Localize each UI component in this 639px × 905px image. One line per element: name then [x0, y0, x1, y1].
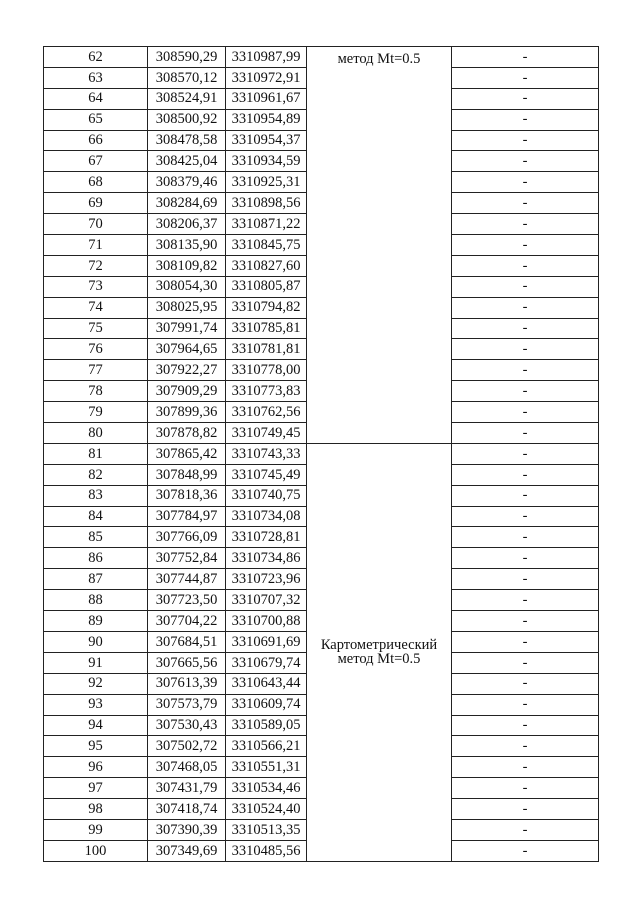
- x-coordinate-cell: 307848,99: [148, 464, 226, 485]
- method-text-line: метод Mt=0.5: [337, 651, 421, 668]
- point-number-cell: 99: [44, 819, 148, 840]
- point-number-cell: 63: [44, 67, 148, 88]
- point-number-cell: 74: [44, 297, 148, 318]
- point-number-cell: 97: [44, 778, 148, 799]
- coordinates-table: [43, 46, 599, 862]
- y-coordinate-cell: 3310794,82: [226, 297, 307, 318]
- y-coordinate-cell: 3310898,56: [226, 193, 307, 214]
- point-number-cell: 64: [44, 88, 148, 109]
- dash-cell: -: [452, 276, 599, 297]
- dash-cell: -: [452, 88, 599, 109]
- dash-cell: -: [452, 757, 599, 778]
- x-coordinate-cell: 307418,74: [148, 799, 226, 820]
- x-coordinate-cell: 308524,91: [148, 88, 226, 109]
- y-coordinate-cell: 3310871,22: [226, 214, 307, 235]
- method-text-line: Картометрический: [320, 636, 438, 653]
- dash-cell: -: [452, 381, 599, 402]
- x-coordinate-cell: 307865,42: [148, 443, 226, 464]
- x-coordinate-cell: 307752,84: [148, 548, 226, 569]
- x-coordinate-cell: 307665,56: [148, 652, 226, 673]
- point-number-cell: 67: [44, 151, 148, 172]
- x-coordinate-cell: 307922,27: [148, 360, 226, 381]
- point-number-cell: 68: [44, 172, 148, 193]
- point-number-cell: 70: [44, 214, 148, 235]
- y-coordinate-cell: 3310691,69: [226, 631, 307, 652]
- y-coordinate-cell: 3310513,35: [226, 819, 307, 840]
- x-coordinate-cell: 307704,22: [148, 611, 226, 632]
- y-coordinate-cell: 3310805,87: [226, 276, 307, 297]
- point-number-cell: 82: [44, 464, 148, 485]
- y-coordinate-cell: 3310773,83: [226, 381, 307, 402]
- x-coordinate-cell: 307431,79: [148, 778, 226, 799]
- x-coordinate-cell: 307899,36: [148, 402, 226, 423]
- dash-cell: -: [452, 297, 599, 318]
- y-coordinate-cell: 3310589,05: [226, 715, 307, 736]
- x-coordinate-cell: 307744,87: [148, 569, 226, 590]
- x-coordinate-cell: 307766,09: [148, 527, 226, 548]
- x-coordinate-cell: 307613,39: [148, 673, 226, 694]
- dash-cell: -: [452, 235, 599, 256]
- dash-cell: -: [452, 527, 599, 548]
- dash-cell: -: [452, 694, 599, 715]
- dash-cell: -: [452, 778, 599, 799]
- point-number-cell: 78: [44, 381, 148, 402]
- y-coordinate-cell: 3310723,96: [226, 569, 307, 590]
- y-coordinate-cell: 3310745,49: [226, 464, 307, 485]
- dash-cell: -: [452, 130, 599, 151]
- x-coordinate-cell: 307723,50: [148, 590, 226, 611]
- y-coordinate-cell: 3310551,31: [226, 757, 307, 778]
- x-coordinate-cell: 308135,90: [148, 235, 226, 256]
- x-coordinate-cell: 308054,30: [148, 276, 226, 297]
- point-number-cell: 83: [44, 485, 148, 506]
- x-coordinate-cell: 307909,29: [148, 381, 226, 402]
- x-coordinate-cell: 307468,05: [148, 757, 226, 778]
- point-number-cell: 66: [44, 130, 148, 151]
- y-coordinate-cell: 3310954,89: [226, 109, 307, 130]
- point-number-cell: 69: [44, 193, 148, 214]
- dash-cell: -: [452, 402, 599, 423]
- point-number-cell: 75: [44, 318, 148, 339]
- y-coordinate-cell: 3310827,60: [226, 255, 307, 276]
- point-number-cell: 88: [44, 590, 148, 611]
- point-number-cell: 80: [44, 423, 148, 444]
- method-text-line: метод Mt=0.5: [337, 51, 421, 67]
- point-number-cell: 100: [44, 840, 148, 861]
- dash-cell: -: [452, 360, 599, 381]
- x-coordinate-cell: 308284,69: [148, 193, 226, 214]
- x-coordinate-cell: 308379,46: [148, 172, 226, 193]
- point-number-cell: 94: [44, 715, 148, 736]
- point-number-cell: 71: [44, 235, 148, 256]
- y-coordinate-cell: 3310740,75: [226, 485, 307, 506]
- point-number-cell: 85: [44, 527, 148, 548]
- dash-cell: -: [452, 214, 599, 235]
- method-cell: [307, 47, 452, 444]
- y-coordinate-cell: 3310728,81: [226, 527, 307, 548]
- x-coordinate-cell: 307349,69: [148, 840, 226, 861]
- y-coordinate-cell: 3310734,86: [226, 548, 307, 569]
- y-coordinate-cell: 3310954,37: [226, 130, 307, 151]
- y-coordinate-cell: 3310762,56: [226, 402, 307, 423]
- x-coordinate-cell: 308570,12: [148, 67, 226, 88]
- x-coordinate-cell: 307573,79: [148, 694, 226, 715]
- point-number-cell: 62: [44, 47, 148, 68]
- dash-cell: -: [452, 673, 599, 694]
- y-coordinate-cell: 3310679,74: [226, 652, 307, 673]
- x-coordinate-cell: 308500,92: [148, 109, 226, 130]
- y-coordinate-cell: 3310534,46: [226, 778, 307, 799]
- x-coordinate-cell: 308590,29: [148, 47, 226, 68]
- x-coordinate-cell: 307502,72: [148, 736, 226, 757]
- x-coordinate-cell: 308478,58: [148, 130, 226, 151]
- x-coordinate-cell: 307818,36: [148, 485, 226, 506]
- y-coordinate-cell: 3310845,75: [226, 235, 307, 256]
- y-coordinate-cell: 3310961,67: [226, 88, 307, 109]
- point-number-cell: 77: [44, 360, 148, 381]
- dash-cell: -: [452, 736, 599, 757]
- x-coordinate-cell: 308109,82: [148, 255, 226, 276]
- dash-cell: -: [452, 799, 599, 820]
- y-coordinate-cell: 3310743,33: [226, 443, 307, 464]
- x-coordinate-cell: 307991,74: [148, 318, 226, 339]
- y-coordinate-cell: 3310749,45: [226, 423, 307, 444]
- dash-cell: -: [452, 506, 599, 527]
- y-coordinate-cell: 3310643,44: [226, 673, 307, 694]
- point-number-cell: 86: [44, 548, 148, 569]
- dash-cell: -: [452, 819, 599, 840]
- dash-cell: -: [452, 193, 599, 214]
- point-number-cell: 79: [44, 402, 148, 423]
- x-coordinate-cell: 307784,97: [148, 506, 226, 527]
- y-coordinate-cell: 3310778,00: [226, 360, 307, 381]
- dash-cell: -: [452, 255, 599, 276]
- dash-cell: -: [452, 339, 599, 360]
- dash-cell: -: [452, 611, 599, 632]
- coordinates-table-body: [44, 47, 599, 862]
- dash-cell: -: [452, 548, 599, 569]
- y-coordinate-cell: 3310934,59: [226, 151, 307, 172]
- y-coordinate-cell: 3310972,91: [226, 67, 307, 88]
- point-number-cell: 95: [44, 736, 148, 757]
- table-row: [44, 47, 599, 68]
- x-coordinate-cell: 308206,37: [148, 214, 226, 235]
- dash-cell: -: [452, 443, 599, 464]
- point-number-cell: 90: [44, 631, 148, 652]
- y-coordinate-cell: 3310485,56: [226, 840, 307, 861]
- y-coordinate-cell: 3310987,99: [226, 47, 307, 68]
- dash-cell: -: [452, 172, 599, 193]
- x-coordinate-cell: 307878,82: [148, 423, 226, 444]
- point-number-cell: 93: [44, 694, 148, 715]
- point-number-cell: 96: [44, 757, 148, 778]
- dash-cell: -: [452, 318, 599, 339]
- y-coordinate-cell: 3310707,32: [226, 590, 307, 611]
- x-coordinate-cell: 308425,04: [148, 151, 226, 172]
- y-coordinate-cell: 3310785,81: [226, 318, 307, 339]
- x-coordinate-cell: 307530,43: [148, 715, 226, 736]
- point-number-cell: 89: [44, 611, 148, 632]
- point-number-cell: 72: [44, 255, 148, 276]
- dash-cell: -: [452, 652, 599, 673]
- x-coordinate-cell: 307684,51: [148, 631, 226, 652]
- point-number-cell: 73: [44, 276, 148, 297]
- y-coordinate-cell: 3310524,40: [226, 799, 307, 820]
- dash-cell: -: [452, 569, 599, 590]
- point-number-cell: 65: [44, 109, 148, 130]
- y-coordinate-cell: 3310609,74: [226, 694, 307, 715]
- dash-cell: -: [452, 423, 599, 444]
- point-number-cell: 87: [44, 569, 148, 590]
- table-row: [44, 443, 599, 464]
- point-number-cell: 92: [44, 673, 148, 694]
- point-number-cell: 98: [44, 799, 148, 820]
- y-coordinate-cell: 3310734,08: [226, 506, 307, 527]
- x-coordinate-cell: 308025,95: [148, 297, 226, 318]
- point-number-cell: 84: [44, 506, 148, 527]
- dash-cell: -: [452, 840, 599, 861]
- dash-cell: -: [452, 67, 599, 88]
- y-coordinate-cell: 3310925,31: [226, 172, 307, 193]
- point-number-cell: 91: [44, 652, 148, 673]
- x-coordinate-cell: 307390,39: [148, 819, 226, 840]
- dash-cell: -: [452, 590, 599, 611]
- y-coordinate-cell: 3310566,21: [226, 736, 307, 757]
- y-coordinate-cell: 3310781,81: [226, 339, 307, 360]
- dash-cell: -: [452, 485, 599, 506]
- x-coordinate-cell: 307964,65: [148, 339, 226, 360]
- dash-cell: -: [452, 715, 599, 736]
- dash-cell: -: [452, 464, 599, 485]
- dash-cell: -: [452, 47, 599, 68]
- dash-cell: -: [452, 109, 599, 130]
- dash-cell: -: [452, 631, 599, 652]
- dash-cell: -: [452, 151, 599, 172]
- method-cell: [307, 443, 452, 861]
- point-number-cell: 76: [44, 339, 148, 360]
- y-coordinate-cell: 3310700,88: [226, 611, 307, 632]
- point-number-cell: 81: [44, 443, 148, 464]
